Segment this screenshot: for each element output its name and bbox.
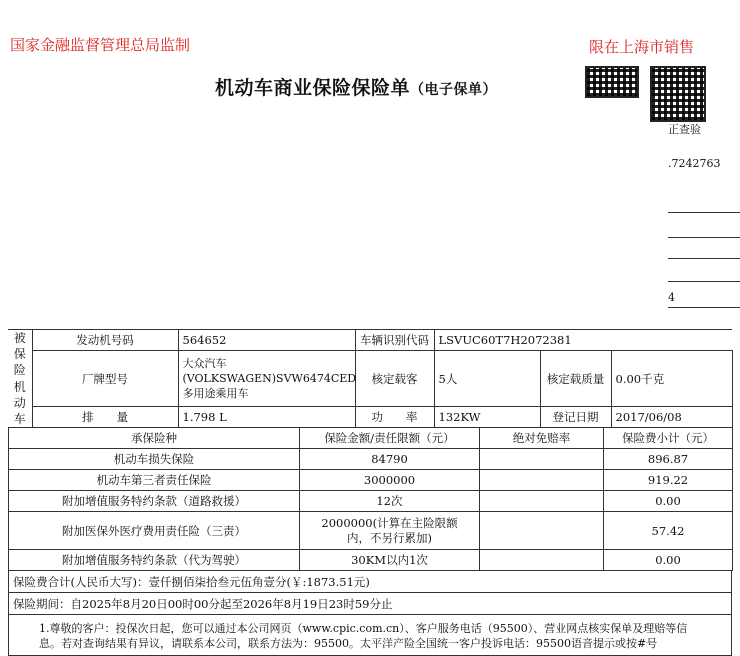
table-row xyxy=(9,470,733,491)
engine-number-label: 发动机号码 xyxy=(32,330,178,351)
page-title xyxy=(215,73,497,100)
coverage-header: 承保险种 xyxy=(9,428,300,449)
coverage-deductible xyxy=(480,449,604,470)
power-label: 功 率 xyxy=(355,407,434,428)
coverage-header: 保险费小计（元） xyxy=(604,428,733,449)
table-row xyxy=(9,550,733,571)
table-row xyxy=(9,491,733,512)
form-line xyxy=(668,281,740,282)
title-main: 机动车商业保险保险单 xyxy=(215,77,411,99)
coverage-deductible xyxy=(480,512,604,550)
coverage-amount: 12次 xyxy=(300,491,480,512)
seats-value: 5人 xyxy=(434,351,540,407)
coverage-premium: 919.22 xyxy=(604,470,733,491)
coverage-amount: 3000000 xyxy=(300,470,480,491)
coverage-amount: 84790 xyxy=(300,449,480,470)
coverage-deductible xyxy=(480,491,604,512)
power-value: 132KW xyxy=(434,407,540,428)
coverage-header: 绝对免赔率 xyxy=(480,428,604,449)
form-line xyxy=(668,307,740,308)
model-label: 厂牌型号 xyxy=(32,351,178,407)
policy-code-fragment: .7242763 xyxy=(668,157,721,170)
vin-value: LSVUC60T7H2072381 xyxy=(434,330,732,351)
coverage-name: 机动车第三者责任保险 xyxy=(9,470,300,491)
title-sub: （电子保单） xyxy=(410,82,498,98)
form-line xyxy=(668,258,740,259)
coverage-premium: 0.00 xyxy=(604,491,733,512)
coverage-name: 附加增值服务特约条款（道路救援） xyxy=(9,491,300,512)
coverage-premium: 896.87 xyxy=(604,449,733,470)
form-line xyxy=(668,237,740,238)
engine-number-value: 564652 xyxy=(178,330,355,351)
model-value: 大众汽车(VOLKSWAGEN)SVW6474CED多用途乘用车 xyxy=(178,351,355,407)
vehicle-info-table xyxy=(8,329,733,428)
policy-summary-table xyxy=(8,570,732,656)
insured-vehicle-side-label: 被 保 险 机 动 车 xyxy=(8,330,32,428)
coverage-name: 机动车损失保险 xyxy=(9,449,300,470)
seats-label: 核定载客 xyxy=(355,351,434,407)
coverage-header-row xyxy=(9,428,733,449)
table-row xyxy=(9,512,733,550)
vin-label: 车辆识别代码 xyxy=(355,330,434,351)
qr-verify-label: 正查验 xyxy=(668,123,701,136)
registration-date-value: 2017/06/08 xyxy=(611,407,732,428)
qr-code-verify-icon xyxy=(650,66,706,122)
table-row xyxy=(9,449,733,470)
sales-region-label: 限在上海市销售 xyxy=(589,38,695,56)
coverage-table xyxy=(8,427,733,571)
coverage-name: 附加增值服务特约条款（代为驾驶） xyxy=(9,550,300,571)
qr-code-icon xyxy=(585,66,639,98)
displacement-label: 排 量 xyxy=(32,407,178,428)
insurance-period: 保险期间：自2025年8月20日00时00分起至2026年8月19日23时59分止 xyxy=(9,593,732,615)
coverage-premium: 57.42 xyxy=(604,512,733,550)
coverage-header: 保险金额/责任限额（元） xyxy=(300,428,480,449)
customer-notice: 1.尊敬的客户：投保次日起，您可以通过本公司网页（www.cpic.com.cn）、客户服务电话（95500）、营业网点核实保单及理赔等信息。若对查询结果有异议，请联系本公司，联系方法为：95500。太平洋产险全国统一客户投诉电话：95500语音提示或按#号 xyxy=(9,615,732,656)
regulator-label: 国家金融监督管理总局监制 xyxy=(10,36,191,54)
coverage-amount: 2000000(计算在主险限额内，不另行累加) xyxy=(300,512,480,550)
coverage-deductible xyxy=(480,550,604,571)
mass-value: 0.00千克 xyxy=(611,351,732,407)
displacement-value: 1.798 L xyxy=(178,407,355,428)
mass-label: 核定载质量 xyxy=(540,351,611,407)
form-line xyxy=(668,212,740,213)
coverage-premium: 0.00 xyxy=(604,550,733,571)
registration-date-label: 登记日期 xyxy=(540,407,611,428)
coverage-name: 附加医保外医疗费用责任险（三责） xyxy=(9,512,300,550)
form-number-fragment: 4 xyxy=(668,291,675,304)
premium-total: 保险费合计(人民币大写)：壹仟捌佰柒拾叁元伍角壹分(￥:1873.51元) xyxy=(9,571,732,593)
coverage-amount: 30KM以内1次 xyxy=(300,550,480,571)
coverage-deductible xyxy=(480,470,604,491)
